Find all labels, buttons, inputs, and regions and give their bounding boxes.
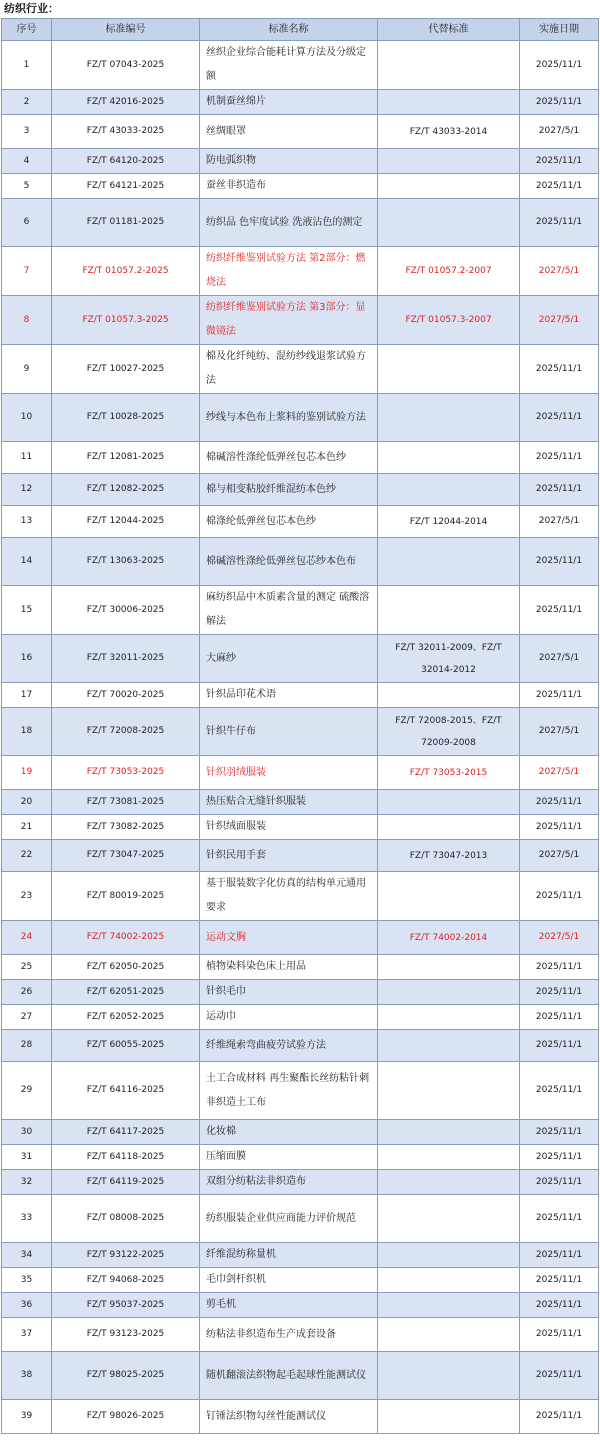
standard-name: 针织民用手套 (200, 840, 378, 872)
header-name: 标准名称 (200, 19, 378, 41)
replaced-standard (378, 955, 520, 980)
row-number: 19 (2, 756, 52, 790)
table-row (2, 506, 599, 538)
standard-code: FZ/T 64120-2025 (52, 149, 200, 174)
row-number: 16 (2, 635, 52, 683)
effective-date: 2025/11/1 (520, 442, 599, 474)
row-number: 17 (2, 683, 52, 708)
row-number: 29 (2, 1062, 52, 1120)
replaced-standard (378, 394, 520, 442)
table-row (2, 1243, 599, 1268)
effective-date: 2025/11/1 (520, 149, 599, 174)
standard-code: FZ/T 13063-2025 (52, 538, 200, 586)
effective-date: 2025/11/1 (520, 1318, 599, 1352)
replaced-standard (378, 1170, 520, 1195)
row-number: 15 (2, 586, 52, 635)
effective-date: 2025/11/1 (520, 586, 599, 635)
effective-date: 2025/11/1 (520, 1005, 599, 1030)
standard-name: 纤维绳索弯曲疲劳试验方法 (200, 1030, 378, 1062)
row-number: 10 (2, 394, 52, 442)
standard-name: 剪毛机 (200, 1293, 378, 1318)
replaced-standard (378, 474, 520, 506)
header-date: 实施日期 (520, 19, 599, 41)
effective-date: 2025/11/1 (520, 538, 599, 586)
replaced-standard (378, 1352, 520, 1400)
replaced-standard (378, 1400, 520, 1434)
replaced-standard: FZ/T 32011-2009、FZ/T 32014-2012 (378, 635, 520, 683)
effective-date: 2025/11/1 (520, 474, 599, 506)
standard-code: FZ/T 62051-2025 (52, 980, 200, 1005)
effective-date: 2025/11/1 (520, 955, 599, 980)
effective-date: 2027/5/1 (520, 708, 599, 756)
table-row (2, 1400, 599, 1434)
row-number: 4 (2, 149, 52, 174)
standard-code: FZ/T 12044-2025 (52, 506, 200, 538)
section-title: 纺织行业： (4, 2, 59, 15)
effective-date: 2025/11/1 (520, 1062, 599, 1120)
standard-name: 纺粘法非织造布生产成套设备 (200, 1318, 378, 1352)
effective-date: 2025/11/1 (520, 394, 599, 442)
standard-code: FZ/T 60055-2025 (52, 1030, 200, 1062)
table-row (2, 1268, 599, 1293)
effective-date: 2027/5/1 (520, 756, 599, 790)
row-number: 20 (2, 790, 52, 815)
row-number: 6 (2, 199, 52, 247)
standard-code: FZ/T 73047-2025 (52, 840, 200, 872)
row-number: 21 (2, 815, 52, 840)
table-row (2, 1120, 599, 1145)
row-number: 36 (2, 1293, 52, 1318)
standard-code: FZ/T 64116-2025 (52, 1062, 200, 1120)
table-row (2, 1005, 599, 1030)
table-row (2, 872, 599, 921)
row-number: 13 (2, 506, 52, 538)
standard-name: 蚕丝非织造布 (200, 174, 378, 199)
standard-name: 棉涤纶低弹丝包芯本色纱 (200, 506, 378, 538)
replaced-standard: FZ/T 01057.2-2007 (378, 247, 520, 296)
standard-code: FZ/T 73081-2025 (52, 790, 200, 815)
standard-name: 随机翻滚法织物起毛起球性能测试仪 (200, 1352, 378, 1400)
effective-date: 2025/11/1 (520, 815, 599, 840)
table-row (2, 199, 599, 247)
table-row (2, 1352, 599, 1400)
effective-date: 2027/5/1 (520, 635, 599, 683)
standard-code: FZ/T 62052-2025 (52, 1005, 200, 1030)
table-row (2, 1293, 599, 1318)
replaced-standard (378, 345, 520, 394)
row-number: 3 (2, 115, 52, 149)
standard-code: FZ/T 30006-2025 (52, 586, 200, 635)
row-number: 31 (2, 1145, 52, 1170)
table-row (2, 345, 599, 394)
standard-code: FZ/T 98026-2025 (52, 1400, 200, 1434)
effective-date: 2025/11/1 (520, 90, 599, 115)
standard-code: FZ/T 73082-2025 (52, 815, 200, 840)
effective-date: 2025/11/1 (520, 1120, 599, 1145)
standard-name: 针织绒面服装 (200, 815, 378, 840)
standard-name: 纺织服装企业供应商能力评价规范 (200, 1195, 378, 1243)
row-number: 7 (2, 247, 52, 296)
effective-date: 2025/11/1 (520, 1352, 599, 1400)
effective-date: 2025/11/1 (520, 1170, 599, 1195)
effective-date: 2025/11/1 (520, 1243, 599, 1268)
table-row (2, 586, 599, 635)
replaced-standard (378, 1120, 520, 1145)
effective-date: 2025/11/1 (520, 1145, 599, 1170)
standard-name: 大麻纱 (200, 635, 378, 683)
standard-name: 双组分纺粘法非织造布 (200, 1170, 378, 1195)
standard-code: FZ/T 10027-2025 (52, 345, 200, 394)
replaced-standard (378, 683, 520, 708)
row-number: 14 (2, 538, 52, 586)
standard-name: 防电弧织物 (200, 149, 378, 174)
standard-code: FZ/T 32011-2025 (52, 635, 200, 683)
effective-date: 2025/11/1 (520, 1195, 599, 1243)
row-number: 1 (2, 41, 52, 90)
standard-code: FZ/T 95037-2025 (52, 1293, 200, 1318)
replaced-standard (378, 1268, 520, 1293)
effective-date: 2025/11/1 (520, 199, 599, 247)
replaced-standard (378, 199, 520, 247)
standard-code: FZ/T 80019-2025 (52, 872, 200, 921)
standards-table (1, 18, 599, 1434)
standard-name: 纤维混纺称量机 (200, 1243, 378, 1268)
standard-code: FZ/T 74002-2025 (52, 921, 200, 955)
table-row (2, 708, 599, 756)
replaced-standard (378, 442, 520, 474)
standard-name: 纺织纤维鉴别试验方法 第2部分：燃烧法 (200, 247, 378, 296)
standard-code: FZ/T 64118-2025 (52, 1145, 200, 1170)
row-number: 9 (2, 345, 52, 394)
table-header-row (2, 19, 599, 41)
standard-name: 运动巾 (200, 1005, 378, 1030)
effective-date: 2027/5/1 (520, 506, 599, 538)
standard-name: 压缩面膜 (200, 1145, 378, 1170)
table-row (2, 394, 599, 442)
table-row (2, 840, 599, 872)
replaced-standard: FZ/T 74002-2014 (378, 921, 520, 955)
replaced-standard: FZ/T 73053-2015 (378, 756, 520, 790)
replaced-standard (378, 980, 520, 1005)
effective-date: 2025/11/1 (520, 1293, 599, 1318)
replaced-standard: FZ/T 73047-2013 (378, 840, 520, 872)
replaced-standard (378, 790, 520, 815)
standard-code: FZ/T 01181-2025 (52, 199, 200, 247)
replaced-standard (378, 1195, 520, 1243)
table-row (2, 41, 599, 90)
row-number: 38 (2, 1352, 52, 1400)
table-row (2, 538, 599, 586)
table-row (2, 474, 599, 506)
standard-code: FZ/T 42016-2025 (52, 90, 200, 115)
replaced-standard (378, 90, 520, 115)
standard-name: 丝绸眼罩 (200, 115, 378, 149)
standard-code: FZ/T 93123-2025 (52, 1318, 200, 1352)
effective-date: 2027/5/1 (520, 296, 599, 345)
row-number: 32 (2, 1170, 52, 1195)
table-row (2, 1062, 599, 1120)
replaced-standard (378, 538, 520, 586)
standard-code: FZ/T 93122-2025 (52, 1243, 200, 1268)
row-number: 2 (2, 90, 52, 115)
table-row (2, 756, 599, 790)
standard-code: FZ/T 12081-2025 (52, 442, 200, 474)
effective-date: 2025/11/1 (520, 790, 599, 815)
standard-code: FZ/T 10028-2025 (52, 394, 200, 442)
replaced-standard (378, 1293, 520, 1318)
replaced-standard (378, 1062, 520, 1120)
replaced-standard (378, 174, 520, 199)
row-number: 33 (2, 1195, 52, 1243)
replaced-standard (378, 149, 520, 174)
replaced-standard (378, 1145, 520, 1170)
table-row (2, 1195, 599, 1243)
table-row (2, 174, 599, 199)
effective-date: 2025/11/1 (520, 980, 599, 1005)
row-number: 25 (2, 955, 52, 980)
table-row (2, 442, 599, 474)
standard-name: 纺织品 色牢度试验 洗液沾色的测定 (200, 199, 378, 247)
standard-name: 丝织企业综合能耗计算方法及分级定额 (200, 41, 378, 90)
row-number: 37 (2, 1318, 52, 1352)
table-row (2, 815, 599, 840)
table-row (2, 247, 599, 296)
replaced-standard (378, 1030, 520, 1062)
standard-name: 针织毛巾 (200, 980, 378, 1005)
table-row (2, 921, 599, 955)
replaced-standard: FZ/T 12044-2014 (378, 506, 520, 538)
standard-name: 基于服装数字化仿真的结构单元通用要求 (200, 872, 378, 921)
standard-name: 棉碱溶性涤纶低弹丝包芯纱本色布 (200, 538, 378, 586)
table-row (2, 90, 599, 115)
row-number: 34 (2, 1243, 52, 1268)
standard-name: 针织羽绒服装 (200, 756, 378, 790)
standard-name: 运动文胸 (200, 921, 378, 955)
effective-date: 2025/11/1 (520, 41, 599, 90)
effective-date: 2025/11/1 (520, 1268, 599, 1293)
effective-date: 2025/11/1 (520, 345, 599, 394)
row-number: 39 (2, 1400, 52, 1434)
row-number: 12 (2, 474, 52, 506)
row-number: 22 (2, 840, 52, 872)
replaced-standard: FZ/T 72008-2015、FZ/T 72009-2008 (378, 708, 520, 756)
row-number: 8 (2, 296, 52, 345)
row-number: 30 (2, 1120, 52, 1145)
standard-code: FZ/T 12082-2025 (52, 474, 200, 506)
standard-name: 针织牛仔布 (200, 708, 378, 756)
table-row (2, 115, 599, 149)
standard-name: 针织品印花术语 (200, 683, 378, 708)
standard-code: FZ/T 98025-2025 (52, 1352, 200, 1400)
standard-name: 毛巾剑杆织机 (200, 1268, 378, 1293)
standard-name: 棉碱溶性涤纶低弹丝包芯本色纱 (200, 442, 378, 474)
effective-date: 2027/5/1 (520, 247, 599, 296)
header-replace: 代替标准 (378, 19, 520, 41)
table-row (2, 635, 599, 683)
effective-date: 2025/11/1 (520, 174, 599, 199)
effective-date: 2027/5/1 (520, 115, 599, 149)
table-row (2, 980, 599, 1005)
replaced-standard (378, 815, 520, 840)
standard-code: FZ/T 94068-2025 (52, 1268, 200, 1293)
effective-date: 2025/11/1 (520, 683, 599, 708)
table-row (2, 790, 599, 815)
standard-name: 机制蚕丝绵片 (200, 90, 378, 115)
standard-name: 钉锤法织物勾丝性能测试仪 (200, 1400, 378, 1434)
table-row (2, 683, 599, 708)
standard-code: FZ/T 70020-2025 (52, 683, 200, 708)
standard-code: FZ/T 01057.3-2025 (52, 296, 200, 345)
row-number: 27 (2, 1005, 52, 1030)
row-number: 23 (2, 872, 52, 921)
standard-code: FZ/T 72008-2025 (52, 708, 200, 756)
replaced-standard: FZ/T 43033-2014 (378, 115, 520, 149)
row-number: 18 (2, 708, 52, 756)
row-number: 24 (2, 921, 52, 955)
table-row (2, 1145, 599, 1170)
replaced-standard (378, 1318, 520, 1352)
row-number: 35 (2, 1268, 52, 1293)
standard-name: 土工合成材料 再生聚酯长丝纺粘针刺非织造土工布 (200, 1062, 378, 1120)
effective-date: 2027/5/1 (520, 921, 599, 955)
standard-code: FZ/T 08008-2025 (52, 1195, 200, 1243)
standard-code: FZ/T 64121-2025 (52, 174, 200, 199)
effective-date: 2025/11/1 (520, 1030, 599, 1062)
standard-name: 纺织纤维鉴别试验方法 第3部分：显微镜法 (200, 296, 378, 345)
row-number: 11 (2, 442, 52, 474)
replaced-standard: FZ/T 01057.3-2007 (378, 296, 520, 345)
standard-code: FZ/T 01057.2-2025 (52, 247, 200, 296)
row-number: 26 (2, 980, 52, 1005)
standard-name: 热压贴合无缝针织服装 (200, 790, 378, 815)
effective-date: 2027/5/1 (520, 840, 599, 872)
standard-code: FZ/T 43033-2025 (52, 115, 200, 149)
standard-code: FZ/T 73053-2025 (52, 756, 200, 790)
effective-date: 2025/11/1 (520, 1400, 599, 1434)
standard-name: 棉与相变粘胶纤维混纺本色纱 (200, 474, 378, 506)
row-number: 28 (2, 1030, 52, 1062)
table-row (2, 296, 599, 345)
replaced-standard (378, 1243, 520, 1268)
standard-code: FZ/T 64117-2025 (52, 1120, 200, 1145)
standard-code: FZ/T 07043-2025 (52, 41, 200, 90)
table-row (2, 1318, 599, 1352)
standard-name: 化妆棉 (200, 1120, 378, 1145)
standard-name: 麻纺织品中木质素含量的测定 硫酸溶解法 (200, 586, 378, 635)
replaced-standard (378, 872, 520, 921)
header-no: 序号 (2, 19, 52, 41)
row-number: 5 (2, 174, 52, 199)
standard-code: FZ/T 64119-2025 (52, 1170, 200, 1195)
standard-name: 纱线与本色布上浆料的鉴别试验方法 (200, 394, 378, 442)
table-row (2, 1170, 599, 1195)
standard-name: 植物染料染色床上用品 (200, 955, 378, 980)
replaced-standard (378, 586, 520, 635)
replaced-standard (378, 41, 520, 90)
table-row (2, 1030, 599, 1062)
standard-code: FZ/T 62050-2025 (52, 955, 200, 980)
effective-date: 2025/11/1 (520, 872, 599, 921)
table-row (2, 149, 599, 174)
table-row (2, 955, 599, 980)
standard-name: 棉及化纤纯纺、混纺纱线退浆试验方法 (200, 345, 378, 394)
replaced-standard (378, 1005, 520, 1030)
header-code: 标准编号 (52, 19, 200, 41)
